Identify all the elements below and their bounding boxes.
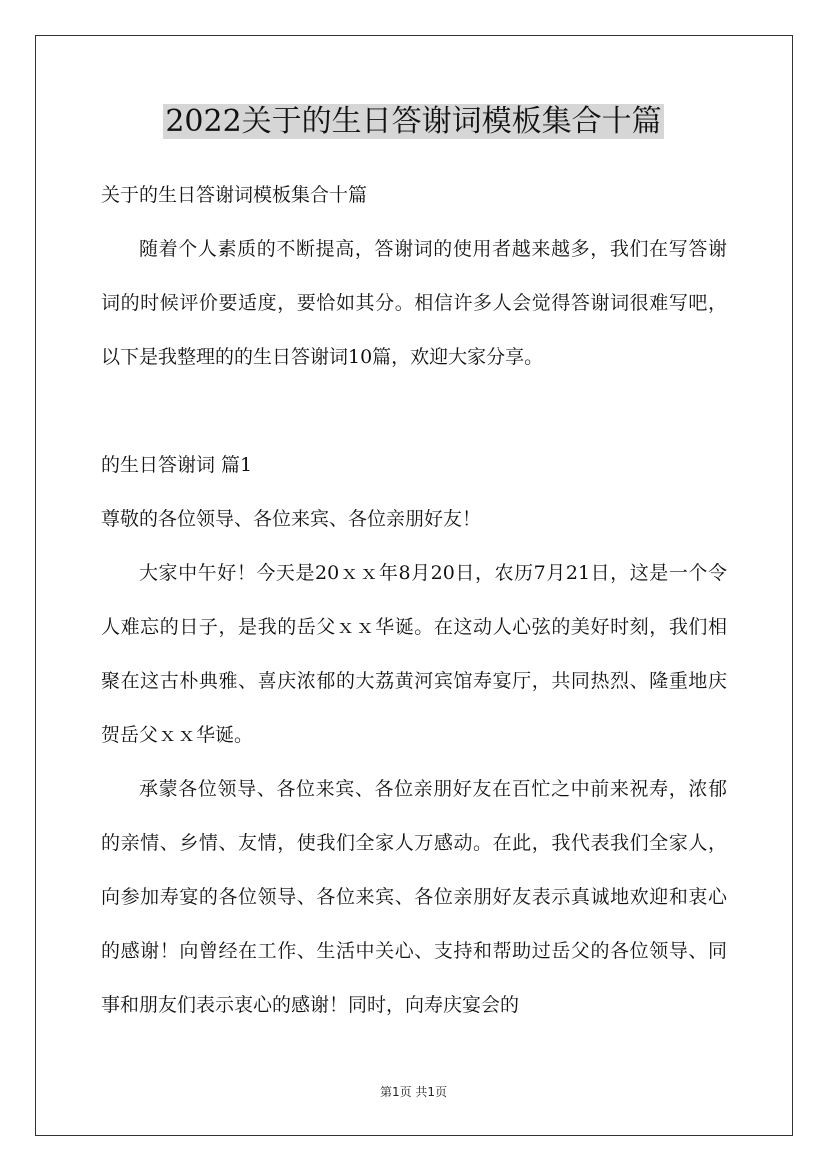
document-title (0, 100, 827, 144)
page-number: 第1页 共1页 (379, 1085, 448, 1099)
body-paragraph-1: 大家中午好！今天是20ｘｘ年8月20日，农历7月21日，这是一个令人难忘的日子，是我的岳父ｘｘ华诞。在这动人心弦的美好时刻，我们相聚在这古朴典雅、喜庆浓郁的大荔黄河宾馆寿宴厅，共同热烈、隆重地庆贺岳父ｘｘ华诞。 (101, 562, 727, 746)
salutation: 尊敬的各位领导、各位来宾、各位亲朋好友！ (101, 508, 482, 530)
intro-paragraph: 随着个人素质的不断提高，答谢词的使用者越来越多，我们在写答谢词的时候评价要适度，要恰如其分。相信许多人会觉得答谢词很难写吧，以下是我整理的的生日答谢词10篇，欢迎大家分享。 (101, 238, 727, 368)
section-heading: 的生日答谢词 篇1 (101, 454, 253, 476)
body-paragraph-2: 承蒙各位领导、各位来宾、各位亲朋好友在百忙之中前来祝寿，浓郁的亲情、乡情、友情，使我们全家人万感动。在此，我代表我们全家人，向参加寿宴的各位领导、各位来宾、各位亲朋好友表示真诚地欢迎和衷心的感谢！向曾经在工作、生活中关心、支持和帮助过岳父的各位领导、同事和朋友们表示衷心的感谢！同时，向寿庆宴会的 (101, 778, 727, 1016)
document-title-text: 2022关于的生日答谢词模板集合十篇 (165, 104, 662, 139)
document-body (101, 168, 727, 1032)
blank-line (101, 384, 727, 438)
document-subtitle: 关于的生日答谢词模板集合十篇 (101, 184, 368, 206)
